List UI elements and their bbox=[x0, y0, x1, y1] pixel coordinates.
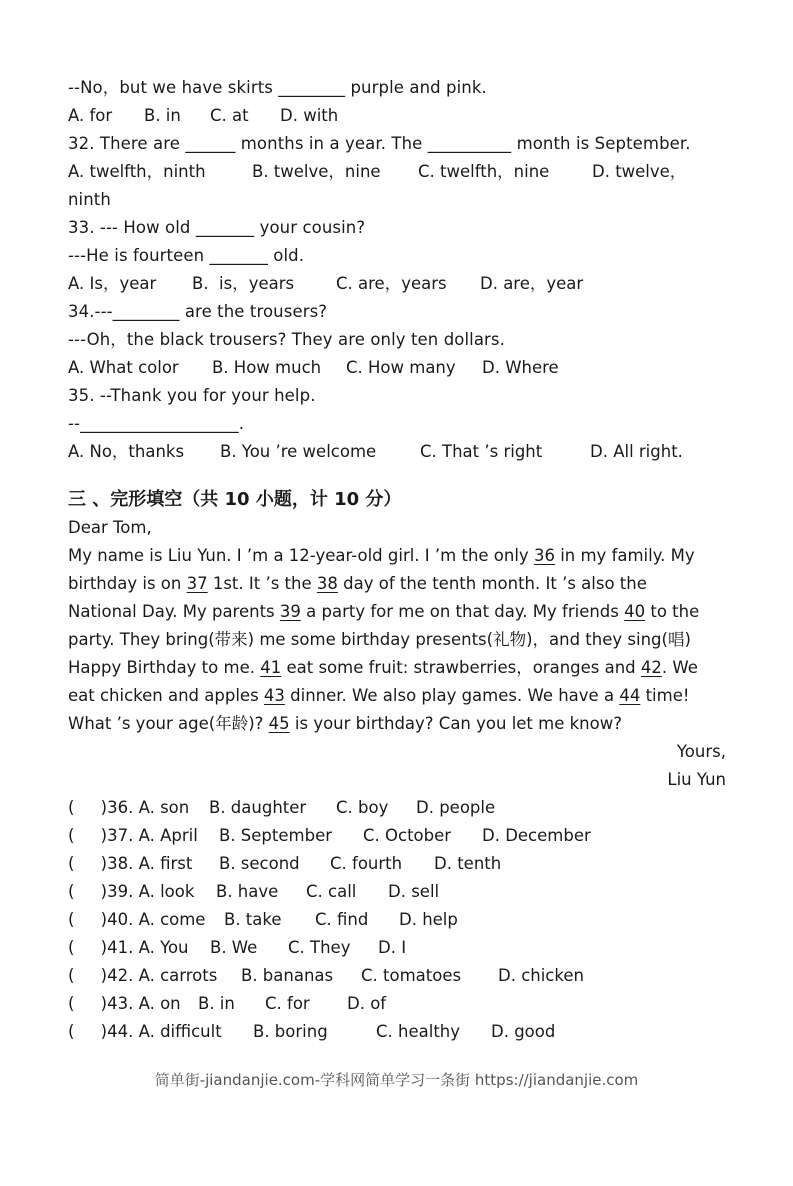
q35-options bbox=[68, 438, 683, 466]
q33-stem: 33. --- How old _______ your cousin? bbox=[68, 218, 366, 237]
q34-option-d: D. Where bbox=[482, 358, 559, 377]
cloze-option-d: D. sell bbox=[388, 882, 440, 901]
page-footer: 简单街-jiandanjie.com-学科网简单学习一条街 https://jiandanjie.com bbox=[154, 1071, 639, 1089]
q35-option-c: C. That ’s right bbox=[420, 442, 543, 461]
cloze-option-a: ( )36. A. son bbox=[68, 798, 190, 817]
q35-stem: 35. --Thank you for your help. bbox=[68, 386, 316, 405]
q35-option-a: A. No，thanks bbox=[68, 442, 185, 461]
blank-37: 37 bbox=[186, 574, 208, 593]
cloze-option-a: ( )37. A. April bbox=[68, 826, 198, 845]
letter-greeting: Dear Tom, bbox=[68, 518, 152, 537]
letter-text: What ’s your age(年龄)? bbox=[68, 714, 269, 733]
cloze-option-c: C. boy bbox=[336, 798, 389, 817]
cloze-option-c: C. for bbox=[265, 994, 310, 1013]
letter-closing: Yours, bbox=[676, 742, 726, 761]
cloze-option-a: ( )44. A. difficult bbox=[68, 1022, 222, 1041]
q31-option-a: A. for bbox=[68, 106, 113, 125]
cloze-option-d: D. help bbox=[399, 910, 458, 929]
cloze-option-a: ( )42. A. carrots bbox=[68, 966, 218, 985]
q34-option-b: B. How much bbox=[212, 358, 322, 377]
cloze-option-c: C. They bbox=[288, 938, 351, 957]
q31-option-d: D. with bbox=[280, 106, 339, 125]
cloze-option-a: ( )38. A. first bbox=[68, 854, 193, 873]
cloze-question-37 bbox=[68, 822, 591, 850]
cloze-question-36 bbox=[68, 794, 496, 822]
q35-line2: --___________________. bbox=[68, 414, 245, 433]
cloze-option-c: C. find bbox=[315, 910, 369, 929]
q32-option-a: A. twelfth，ninth bbox=[68, 162, 206, 181]
q33-option-b: B. is，years bbox=[192, 274, 295, 293]
cloze-question-38 bbox=[68, 850, 502, 878]
cloze-question-43 bbox=[68, 990, 387, 1018]
letter-text: eat some fruit: strawberries，oranges and bbox=[281, 658, 641, 677]
q33-option-d: D. are，year bbox=[480, 274, 584, 293]
cloze-option-d: D. December bbox=[482, 826, 591, 845]
q34-option-a: A. What color bbox=[68, 358, 179, 377]
q34-option-c: C. How many bbox=[346, 358, 456, 377]
q34-options bbox=[68, 354, 559, 382]
cloze-option-d: D. tenth bbox=[434, 854, 502, 873]
cloze-option-b: B. September bbox=[219, 826, 333, 845]
letter-text: My name is Liu Yun. I ’m a 12-year-old girl. I ’m the only bbox=[68, 546, 534, 565]
q31-options bbox=[68, 102, 339, 130]
cloze-option-c: C. tomatoes bbox=[361, 966, 462, 985]
letter-text: to the bbox=[645, 602, 700, 621]
cloze-option-b: B. daughter bbox=[209, 798, 307, 817]
cloze-option-d: D. I bbox=[378, 938, 407, 957]
q33-options bbox=[68, 270, 584, 298]
cloze-option-b: B. bananas bbox=[241, 966, 334, 985]
cloze-question-42 bbox=[68, 962, 584, 990]
cloze-option-a: ( )40. A. come bbox=[68, 910, 206, 929]
cloze-option-d: D. people bbox=[416, 798, 496, 817]
letter-text: is your birthday? Can you let me know? bbox=[289, 714, 622, 733]
cloze-option-d: D. good bbox=[491, 1022, 556, 1041]
section-heading: 三 、完形填空（共 10 小题，计 10 分） bbox=[68, 489, 402, 510]
cloze-option-c: C. fourth bbox=[330, 854, 403, 873]
cloze-option-b: B. take bbox=[224, 910, 282, 929]
cloze-option-b: B. second bbox=[219, 854, 300, 873]
letter-line-4: party. They bring(带来) me some birthday presents(礼物)，and they sing(唱) bbox=[68, 630, 691, 649]
q32-option-b: B. twelve，nine bbox=[252, 162, 381, 181]
letter-line-3 bbox=[68, 598, 699, 626]
cloze-question-39 bbox=[68, 878, 440, 906]
blank-41: 41 bbox=[260, 658, 282, 677]
letter-text: eat chicken and apples bbox=[68, 686, 264, 705]
q35-option-b: B. You ’re welcome bbox=[220, 442, 377, 461]
cloze-option-b: B. in bbox=[198, 994, 235, 1013]
cloze-option-a: ( )41. A. You bbox=[68, 938, 189, 957]
cloze-option-b: B. We bbox=[210, 938, 258, 957]
letter-text: 1st. It ’s the bbox=[207, 574, 317, 593]
q33-line2: ---He is fourteen _______ old. bbox=[68, 246, 305, 265]
q32-stem: 32. There are ______ months in a year. The __________ month is September. bbox=[68, 134, 691, 153]
letter-line-5 bbox=[68, 654, 698, 682]
cloze-option-c: C. October bbox=[363, 826, 452, 845]
q32-option-d-wrap: ninth bbox=[68, 190, 111, 209]
letter-text: time! bbox=[640, 686, 690, 705]
cloze-option-a: ( )39. A. look bbox=[68, 882, 195, 901]
blank-38: 38 bbox=[316, 574, 338, 593]
letter-line-1 bbox=[68, 542, 695, 570]
blank-43: 43 bbox=[263, 686, 285, 705]
letter-text: in my family. My bbox=[554, 546, 695, 565]
q31-option-c: C. at bbox=[210, 106, 249, 125]
letter-text: . We bbox=[661, 658, 698, 677]
letter-line-7 bbox=[68, 710, 622, 738]
cloze-question-41 bbox=[68, 934, 407, 962]
q34-stem: 34.---________ are the trousers? bbox=[68, 302, 328, 321]
letter-signature: Liu Yun bbox=[667, 770, 726, 789]
cloze-option-d: D. chicken bbox=[498, 966, 584, 985]
q31-option-b: B. in bbox=[144, 106, 181, 125]
cloze-option-b: B. have bbox=[216, 882, 279, 901]
q32-options bbox=[68, 158, 687, 186]
q32-option-d: D. twelve， bbox=[592, 162, 687, 181]
q35-option-d: D. All right. bbox=[590, 442, 683, 461]
cloze-question-40 bbox=[68, 906, 458, 934]
cloze-option-b: B. boring bbox=[253, 1022, 328, 1041]
q33-option-c: C. are，years bbox=[336, 274, 447, 293]
q33-option-a: A. Is，year bbox=[68, 274, 157, 293]
letter-text: Happy Birthday to me. bbox=[68, 658, 261, 677]
cloze-question-44 bbox=[68, 1018, 556, 1046]
letter-text: a party for me on that day. My friends bbox=[300, 602, 625, 621]
blank-36: 36 bbox=[533, 546, 555, 565]
cloze-option-d: D. of bbox=[347, 994, 387, 1013]
blank-40: 40 bbox=[624, 602, 646, 621]
letter-line-2 bbox=[68, 570, 647, 598]
letter-line-6 bbox=[68, 682, 689, 710]
letter-text: birthday is on bbox=[68, 574, 187, 593]
cloze-option-c: C. healthy bbox=[376, 1022, 461, 1041]
blank-42: 42 bbox=[640, 658, 662, 677]
cloze-option-c: C. call bbox=[306, 882, 357, 901]
q34-line2: ---Oh，the black trousers? They are only ten dollars. bbox=[68, 330, 505, 349]
letter-text: National Day. My parents bbox=[68, 602, 280, 621]
letter-text: day of the tenth month. It ’s also the bbox=[337, 574, 647, 593]
cloze-option-a: ( )43. A. on bbox=[68, 994, 181, 1013]
q31-answer-line: --No，but we have skirts ________ purple and pink. bbox=[68, 78, 487, 97]
letter-text: dinner. We also play games. We have a bbox=[284, 686, 620, 705]
blank-39: 39 bbox=[279, 602, 301, 621]
blank-44: 44 bbox=[619, 686, 641, 705]
q32-option-c: C. twelfth，nine bbox=[418, 162, 550, 181]
blank-45: 45 bbox=[268, 714, 290, 733]
